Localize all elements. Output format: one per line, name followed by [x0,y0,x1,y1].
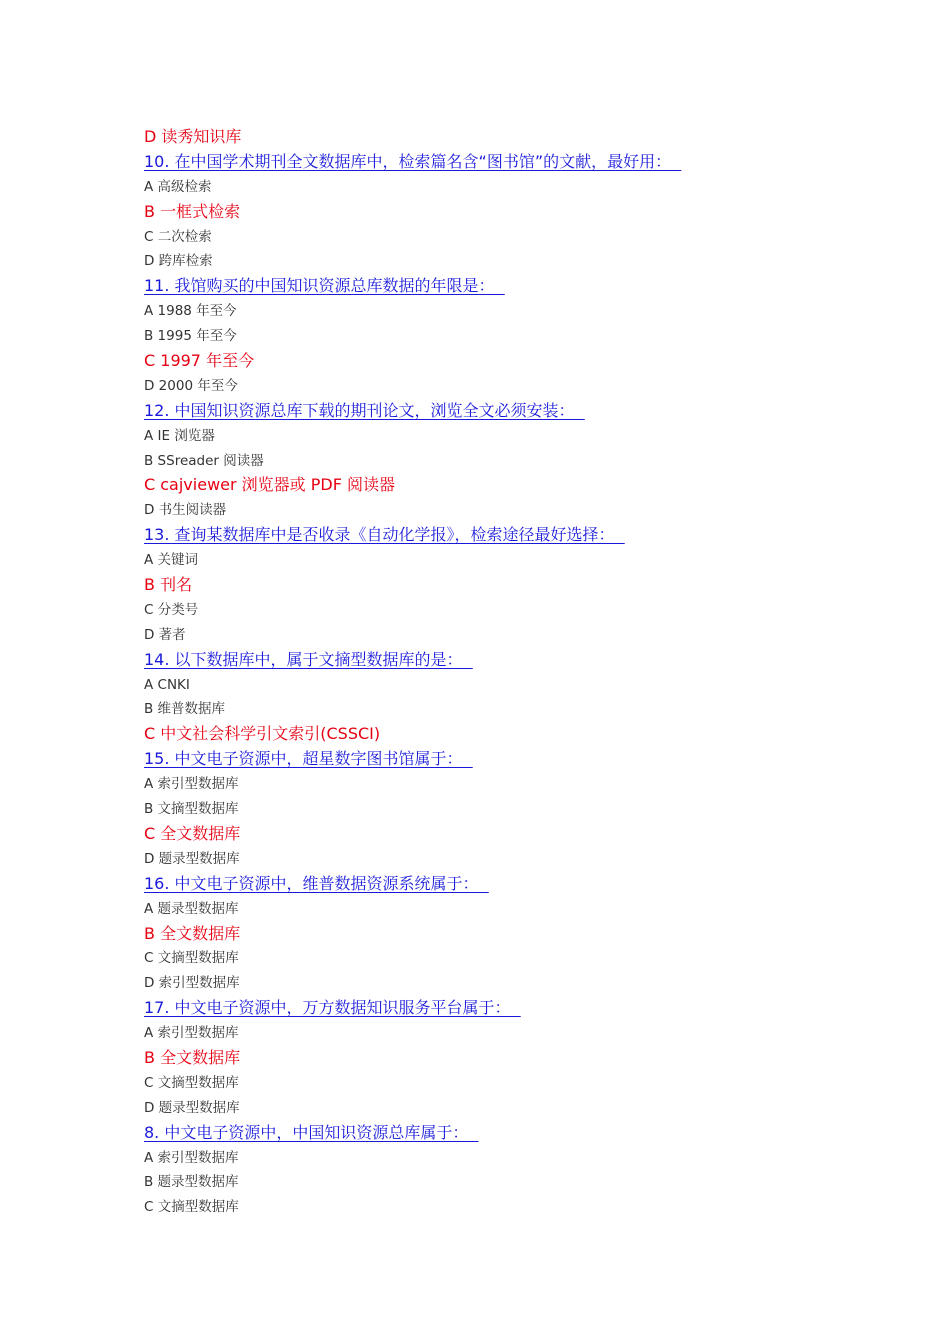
question-block [144,872,904,996]
answer-option: D 题录型数据库 [144,1099,240,1116]
answer-option: A 索引型数据库 [144,776,239,793]
question-title: 12. 中国知识资源总库下载的期刊论文，浏览全文必须安装： [144,400,585,420]
correct-option: C 中文社会科学引文索引(CSSCI) [144,724,381,744]
option-list [144,772,904,872]
answer-option: B 题录型数据库 [144,1174,239,1191]
question-title: 15. 中文电子资源中，超星数字图书馆属于： [144,749,473,769]
question-title: 16. 中文电子资源中，维普数据资源系统属于： [144,873,489,893]
leading-option: D 读秀知识库 [144,127,242,146]
option-list [144,673,904,748]
answer-option: B 文摘型数据库 [144,801,239,818]
answer-option: C 文摘型数据库 [144,1074,239,1091]
quiz-document [144,125,904,1220]
correct-option: B 刊名 [144,575,193,595]
question-block [144,747,904,871]
question-title: 14. 以下数据库中，属于文摘型数据库的是： [144,649,473,669]
answer-option: A 1988 年至今 [144,303,237,320]
answer-option: C 文摘型数据库 [144,1199,239,1216]
question-block [144,996,904,1120]
option-list [144,175,904,275]
question-block [144,399,904,523]
question-block [144,274,904,398]
question-title: 10. 在中国学术期刊全文数据库中，检索篇名含“图书馆”的文献，最好用： [144,151,682,171]
option-list [144,1021,904,1121]
correct-option: B 全文数据库 [144,1047,241,1067]
correct-option: B 一框式检索 [144,201,241,221]
answer-option: D 书生阅读器 [144,502,227,519]
option-list [144,897,904,997]
answer-option: A 题录型数据库 [144,900,239,917]
answer-option: B 1995 年至今 [144,328,237,345]
answer-option: C 分类号 [144,601,199,618]
option-list [144,424,904,524]
answer-option: D 题录型数据库 [144,850,240,867]
answer-option: A CNKI [144,676,190,693]
correct-option: C cajviewer 浏览器或 PDF 阅读器 [144,475,396,495]
option-list [144,548,904,648]
answer-option: B 维普数据库 [144,701,226,718]
option-list [144,1146,904,1221]
answer-option: A 索引型数据库 [144,1149,239,1166]
question-list [144,150,904,1220]
question-block [144,150,904,274]
answer-option: C 二次检索 [144,228,212,245]
correct-option: B 全文数据库 [144,923,241,943]
question-block [144,1121,904,1221]
answer-option: A 关键词 [144,552,199,569]
question-title: 13. 查询某数据库中是否收录《自动化学报》，检索途径最好选择： [144,525,625,545]
correct-option: C 全文数据库 [144,823,241,843]
question-title: 8. 中文电子资源中，中国知识资源总库属于： [144,1122,479,1142]
answer-option: D 索引型数据库 [144,975,240,992]
question-title: 11. 我馆购买的中国知识资源总库数据的年限是： [144,276,505,296]
option-list [144,299,904,399]
answer-option: D 著者 [144,626,186,643]
question-block [144,523,904,647]
question-block [144,648,904,748]
question-title: 17. 中文电子资源中，万方数据知识服务平台属于： [144,998,521,1018]
answer-option: D 跨库检索 [144,253,213,270]
answer-option: A IE 浏览器 [144,427,215,444]
answer-option: A 索引型数据库 [144,1025,239,1042]
answer-option: B SSreader 阅读器 [144,452,264,469]
answer-option: C 文摘型数据库 [144,950,239,967]
answer-option: D 2000 年至今 [144,377,238,394]
correct-option: C 1997 年至今 [144,351,255,371]
answer-option: A 高级检索 [144,178,212,195]
